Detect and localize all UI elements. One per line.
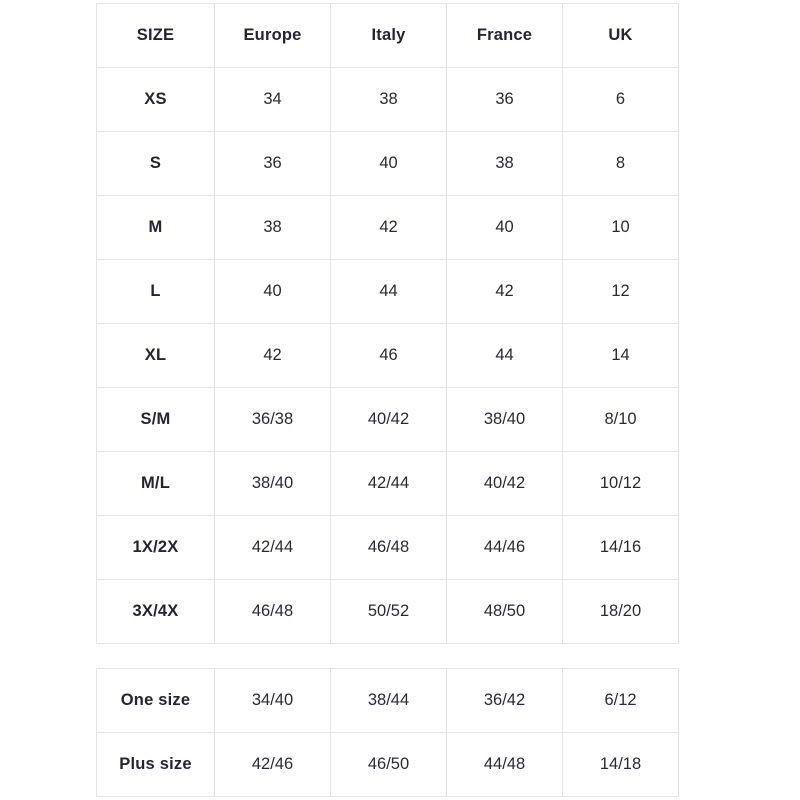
europe-value: 46/48 [215, 580, 331, 644]
uk-value: 8 [563, 132, 679, 196]
table-row [97, 132, 679, 196]
france-value: 36 [447, 68, 563, 132]
size-conversion-table-container [96, 3, 679, 644]
table-row [97, 68, 679, 132]
column-header-france: France [447, 4, 563, 68]
size-conversion-table [96, 3, 679, 644]
europe-value: 42 [215, 324, 331, 388]
table-row [97, 733, 679, 797]
uk-value: 10/12 [563, 452, 679, 516]
size-label: M [97, 196, 215, 260]
italy-value: 46/48 [331, 516, 447, 580]
column-header-size: SIZE [97, 4, 215, 68]
table-row [97, 516, 679, 580]
italy-value: 40 [331, 132, 447, 196]
italy-value: 46/50 [331, 733, 447, 797]
uk-value: 10 [563, 196, 679, 260]
france-value: 38 [447, 132, 563, 196]
europe-value: 42/44 [215, 516, 331, 580]
size-label: L [97, 260, 215, 324]
france-value: 44/46 [447, 516, 563, 580]
size-label: XS [97, 68, 215, 132]
table-header [97, 4, 679, 68]
column-header-uk: UK [563, 4, 679, 68]
table-row [97, 669, 679, 733]
size-label: S/M [97, 388, 215, 452]
europe-value: 38 [215, 196, 331, 260]
italy-value: 50/52 [331, 580, 447, 644]
table-row [97, 324, 679, 388]
size-label: XL [97, 324, 215, 388]
table-row [97, 388, 679, 452]
europe-value: 42/46 [215, 733, 331, 797]
europe-value: 36/38 [215, 388, 331, 452]
italy-value: 40/42 [331, 388, 447, 452]
europe-value: 34 [215, 68, 331, 132]
france-value: 40/42 [447, 452, 563, 516]
table-row [97, 452, 679, 516]
size-label: M/L [97, 452, 215, 516]
uk-value: 18/20 [563, 580, 679, 644]
column-header-italy: Italy [331, 4, 447, 68]
uk-value: 8/10 [563, 388, 679, 452]
france-value: 44 [447, 324, 563, 388]
size-label: Plus size [97, 733, 215, 797]
table-body [97, 669, 679, 797]
france-value: 44/48 [447, 733, 563, 797]
italy-value: 44 [331, 260, 447, 324]
france-value: 40 [447, 196, 563, 260]
size-label: 3X/4X [97, 580, 215, 644]
uk-value: 6 [563, 68, 679, 132]
table-body [97, 68, 679, 644]
france-value: 42 [447, 260, 563, 324]
table-row [97, 196, 679, 260]
france-value: 36/42 [447, 669, 563, 733]
size-label: 1X/2X [97, 516, 215, 580]
france-value: 48/50 [447, 580, 563, 644]
europe-value: 40 [215, 260, 331, 324]
column-header-europe: Europe [215, 4, 331, 68]
table-header-row [97, 4, 679, 68]
italy-value: 46 [331, 324, 447, 388]
one-size-table-container [96, 668, 679, 797]
europe-value: 36 [215, 132, 331, 196]
italy-value: 38 [331, 68, 447, 132]
uk-value: 12 [563, 260, 679, 324]
italy-value: 38/44 [331, 669, 447, 733]
uk-value: 14/16 [563, 516, 679, 580]
france-value: 38/40 [447, 388, 563, 452]
size-label: S [97, 132, 215, 196]
italy-value: 42/44 [331, 452, 447, 516]
table-row [97, 580, 679, 644]
uk-value: 14/18 [563, 733, 679, 797]
europe-value: 38/40 [215, 452, 331, 516]
size-label: One size [97, 669, 215, 733]
italy-value: 42 [331, 196, 447, 260]
one-size-table [96, 668, 679, 797]
europe-value: 34/40 [215, 669, 331, 733]
table-row [97, 260, 679, 324]
uk-value: 14 [563, 324, 679, 388]
uk-value: 6/12 [563, 669, 679, 733]
